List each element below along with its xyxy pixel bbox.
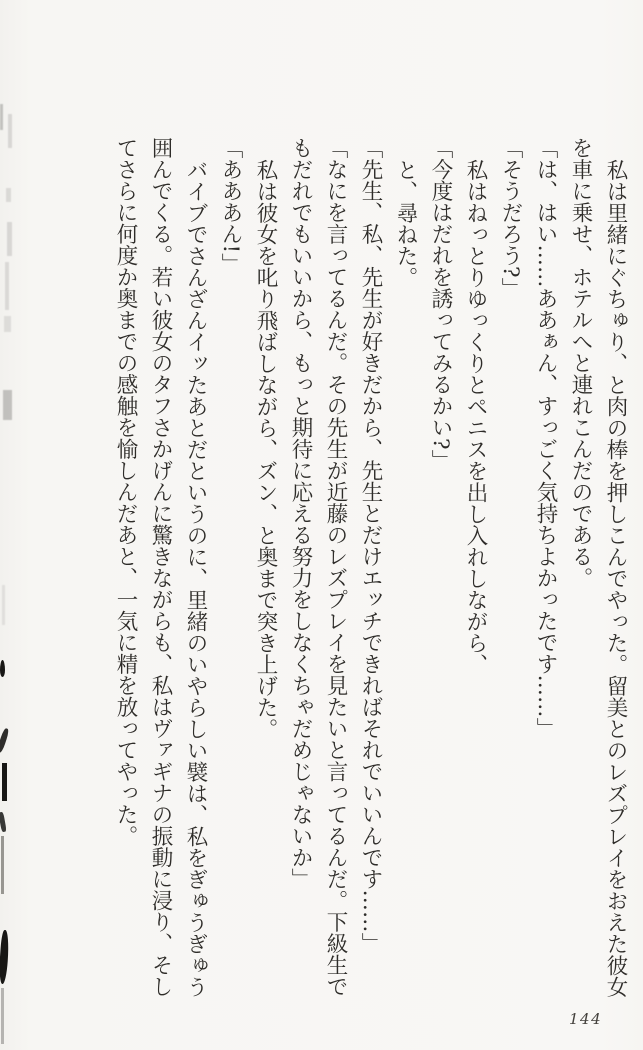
scan-smudge xyxy=(8,114,12,148)
paragraph: 「今度はだれを誘ってみるかい?」 xyxy=(428,137,453,472)
paragraph: 「は、はい……ああぁん、すっごく気持ちよかったです……」 xyxy=(533,137,558,739)
scan-smudge xyxy=(6,188,11,202)
ink-mark xyxy=(0,660,5,677)
scan-smudge xyxy=(3,390,12,420)
ink-mark xyxy=(1,988,4,1044)
paragraph: 「そうだろう?」 xyxy=(498,137,523,300)
paragraph: と、尋ねた。 xyxy=(393,158,418,288)
scan-smudge xyxy=(2,585,5,625)
paragraph: 「先生、私、先生が好きだから、先生とだけエッチできればそれでいいんです……」 xyxy=(358,137,383,954)
paragraph: 私は彼女を叱り飛ばしながら、ズン、と奥まで突き上げた。 xyxy=(253,158,278,739)
paragraph: 私は里緒にぐちゅり、と肉の棒を押しこんでやった。留美とのレズプレイをおえた彼女を車に乗せ、ホテルへと連れこんだのである。 xyxy=(568,137,628,997)
ink-mark xyxy=(2,763,7,801)
paragraph: 「なにを言ってるんだ。その先生が近藤のレズプレイを見たいと言ってるんだ。下級生でもだれでもいいから、もっと期待に応える努力をしなくちゃだめじゃないか」 xyxy=(288,137,348,997)
paragraph: バイブでさんざんイッたあとだというのに、里緒のいやらしい襞は、私をぎゅうぎゅう囲んでくる。若い彼女のタフさかげんに驚きながらも、私はヴァギナの振動に浸り、そしてさらに何度か奥までの感触を愉しんだあと、一気に精を放ってやった。 xyxy=(113,137,208,997)
scan-smudge xyxy=(4,316,11,332)
ink-mark xyxy=(0,812,7,833)
scan-smudge xyxy=(7,222,12,256)
scan-smudge xyxy=(5,262,9,310)
paragraph: 「あああん!」 xyxy=(218,137,243,275)
ink-mark xyxy=(1,836,4,894)
scan-smudge xyxy=(0,104,3,130)
page-text xyxy=(108,137,633,1003)
paragraph: 私はねっとりゆっくりとペニスを出し入れしながら、 xyxy=(463,158,488,675)
ink-mark xyxy=(0,728,10,754)
page-number: 144 xyxy=(569,1010,603,1028)
ink-mark xyxy=(0,930,10,984)
